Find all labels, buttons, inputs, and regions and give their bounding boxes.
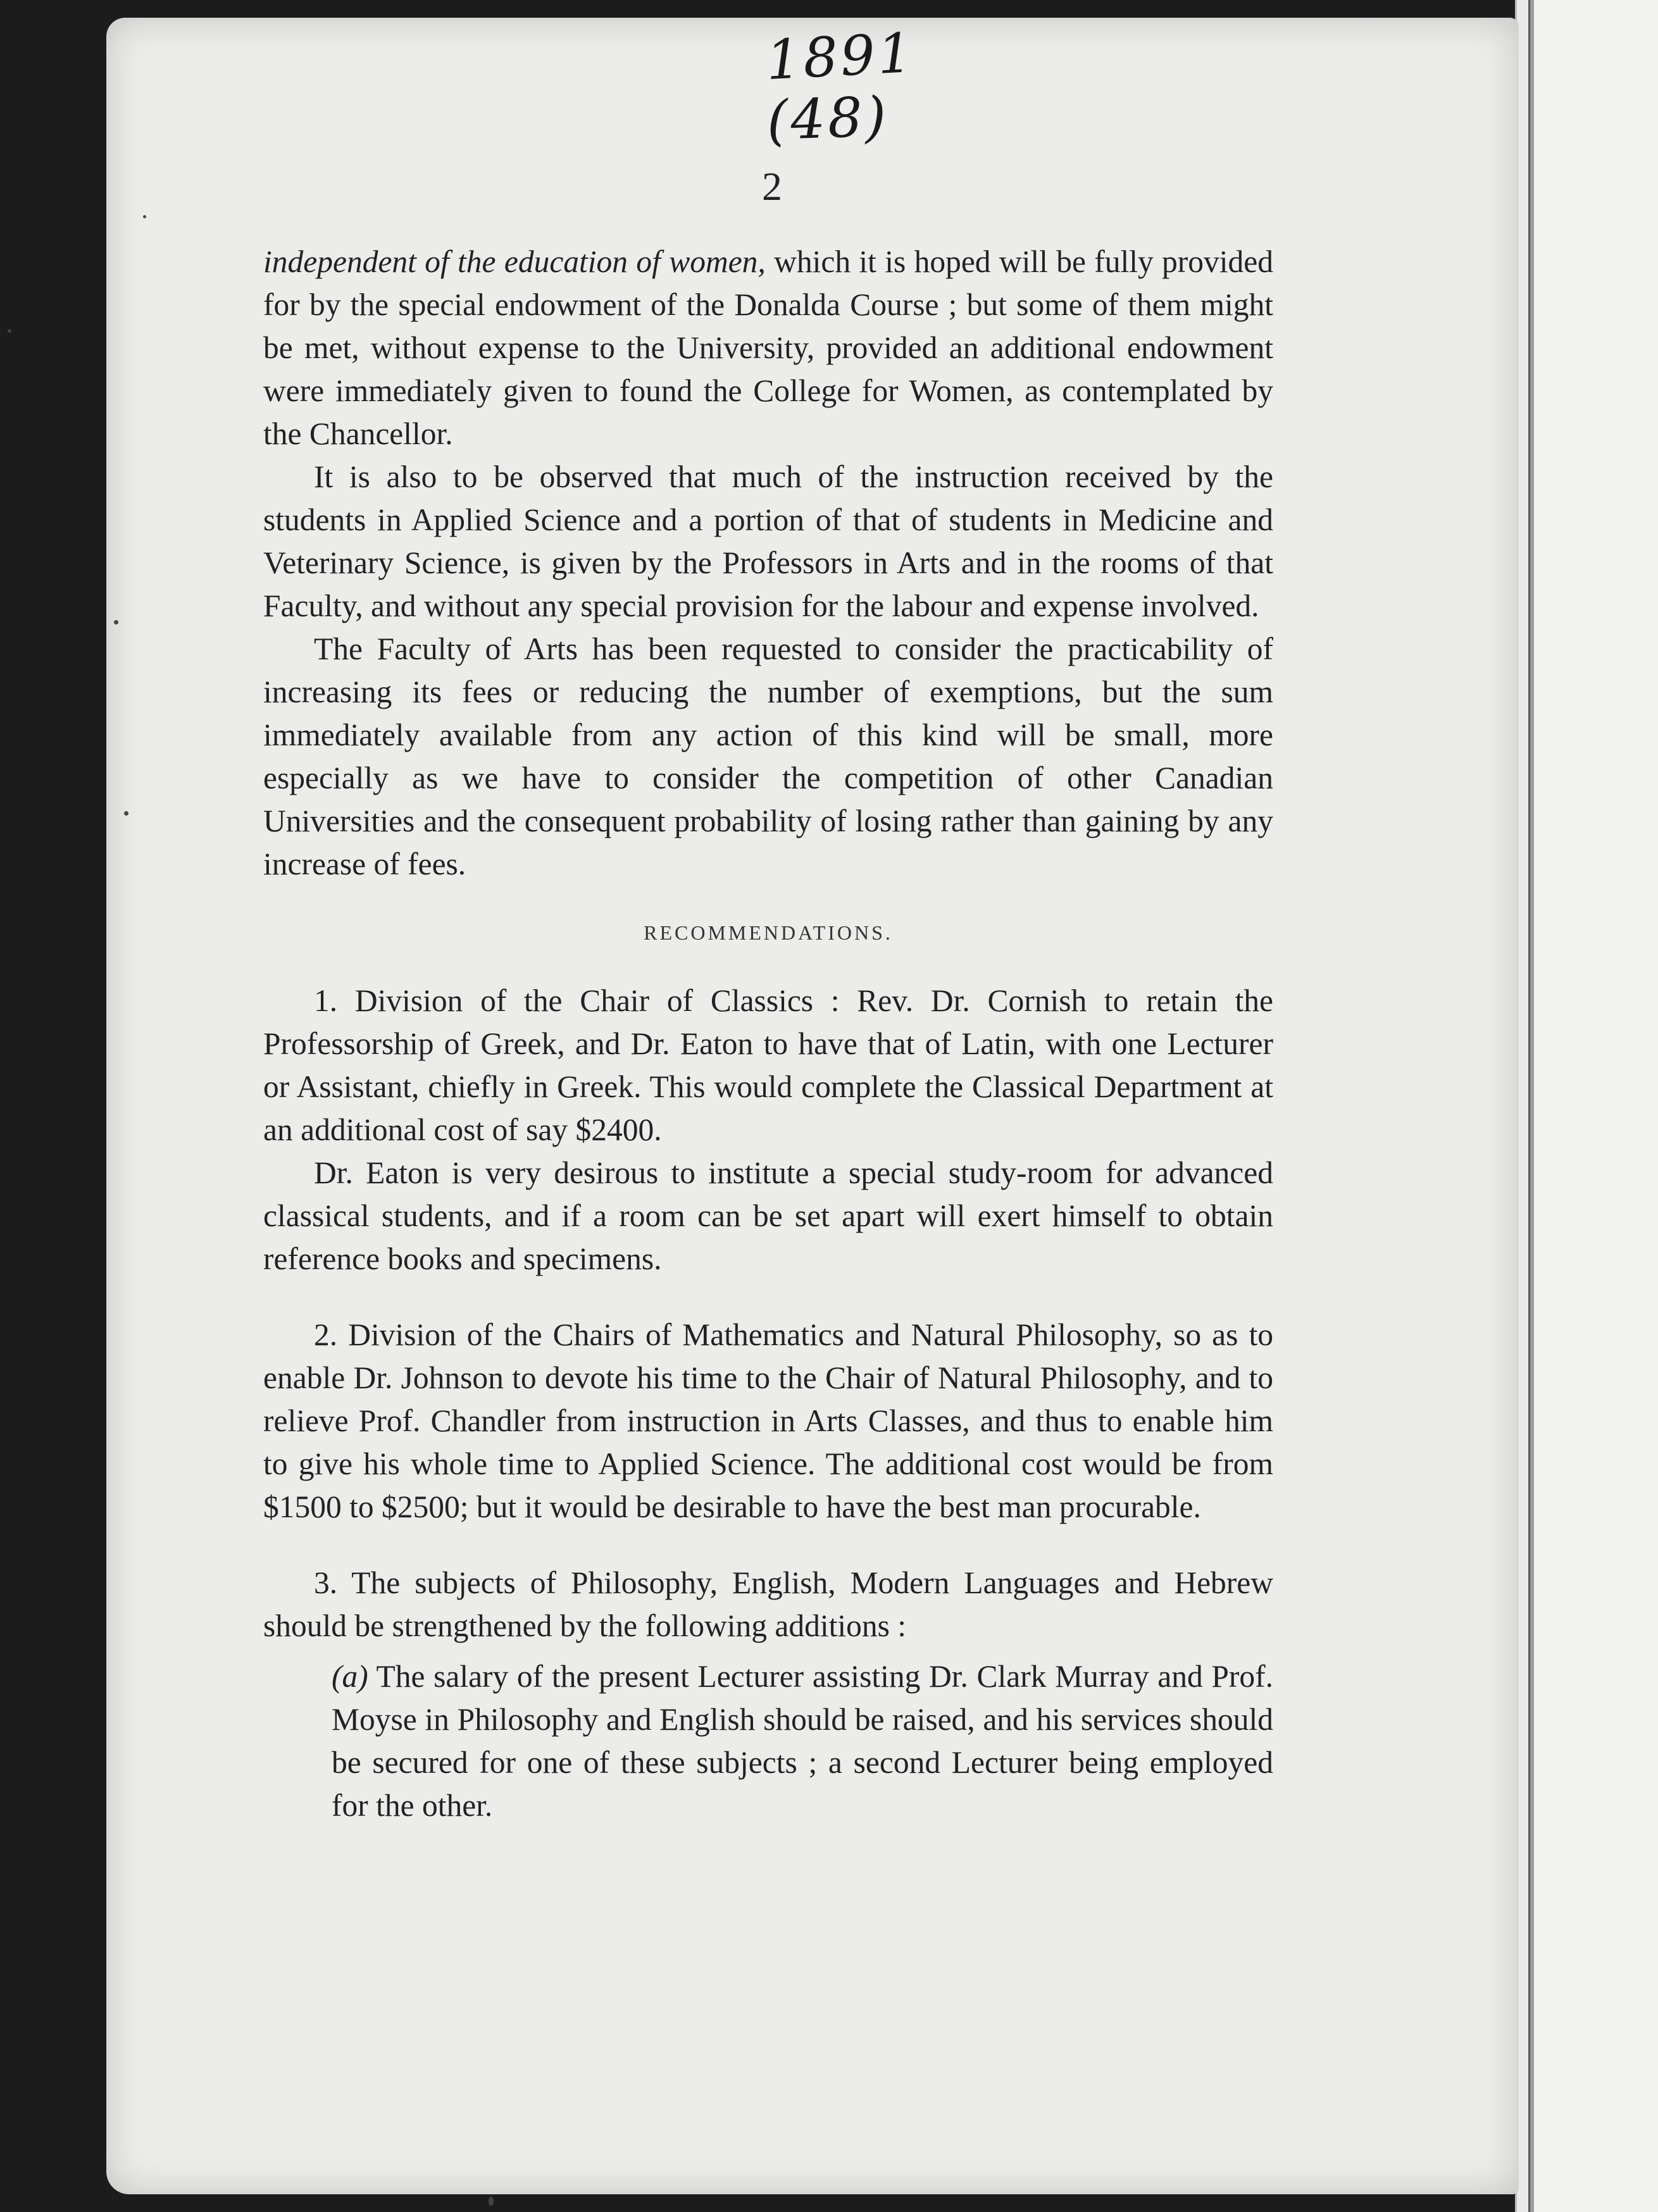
speck (489, 2197, 494, 2206)
handwritten-year: 1891 (764, 21, 916, 93)
paragraph-2: It is also to be observed that much of the instruction received by the students in Applied Science and a portion of that of students in Medicine and Veterinary Science, is given by the Professors in Arts and in the rooms of that Faculty, and without any special provision for the labour and expense involved. (263, 459, 1273, 623)
recommendation-3a-marker: (a) (332, 1659, 368, 1694)
speck (8, 329, 11, 333)
recommendation-1: 1. Division of the Chair of Classics : Rev. Dr. Cornish to retain the Professorship of Greek, and Dr. Eaton to have that of Latin, with one Lecturer or Assistant, chiefly in Greek. This would complete the Classical Department at an additional cost of say $2400. (263, 983, 1273, 1147)
paragraph-3: The Faculty of Arts has been requested to consider the practicability of increasing its fees or reducing the number of exemptions, but the sum immediately available from any action of this kind will be small, more especially as we have to consider the competition of other Canadian Universities and the consequent probability of losing rather than gaining by any increase of fees. (263, 631, 1273, 881)
page-number: 2 (762, 164, 782, 209)
recommendation-1-note: Dr. Eaton is very desirous to institute a special study-room for advanced classical students, and if a room can be set apart will exert himself to obtain reference books and specimens. (263, 1155, 1273, 1276)
recommendation-3: 3. The subjects of Philosophy, English, Modern Languages and Hebrew should be strengthened by the following additions : (263, 1565, 1273, 1643)
paragraph-1 (263, 240, 1273, 456)
adjacent-page-edge (1530, 0, 1658, 2212)
recommendations-heading: RECOMMENDATIONS. (644, 921, 893, 944)
speck (124, 811, 128, 816)
document-body (263, 240, 1273, 1827)
spacer (263, 1281, 1273, 1314)
paragraph-1-text: which it is hoped will be fully provided for by the special endowment of the Donalda Course ; but some of them might be met, without expense to the University, provided an additional endowment were immediately given to found the College for Women, as contemplated by the Chancellor. (263, 244, 1274, 451)
recommendation-3a-text: The salary of the present Lecturer assisting Dr. Clark Murray and Prof. Moyse in Philosophy and English should be raised, and his services should be secured for one of these subjects ; a second Lecturer being employed for the other. (332, 1659, 1273, 1823)
spacer (263, 1529, 1273, 1562)
paragraph-1-italic-lead: independent of the education of women, (263, 244, 766, 279)
handwritten-number: (48) (766, 85, 890, 153)
recommendation-2: 2. Division of the Chairs of Mathematics and Natural Philosophy, so as to enable Dr. Johnson to devote his time to the Chair of Natural Philosophy, and to relieve Prof. Chandler from instruction in Arts Classes, and thus to enable him to give his whole time to Applied Science. The additional cost would be from $1500 to $2500; but it would be desirable to have the best man procurable. (263, 1317, 1273, 1524)
speck (114, 620, 118, 624)
speck (143, 215, 146, 218)
recommendation-3a (332, 1655, 1273, 1827)
